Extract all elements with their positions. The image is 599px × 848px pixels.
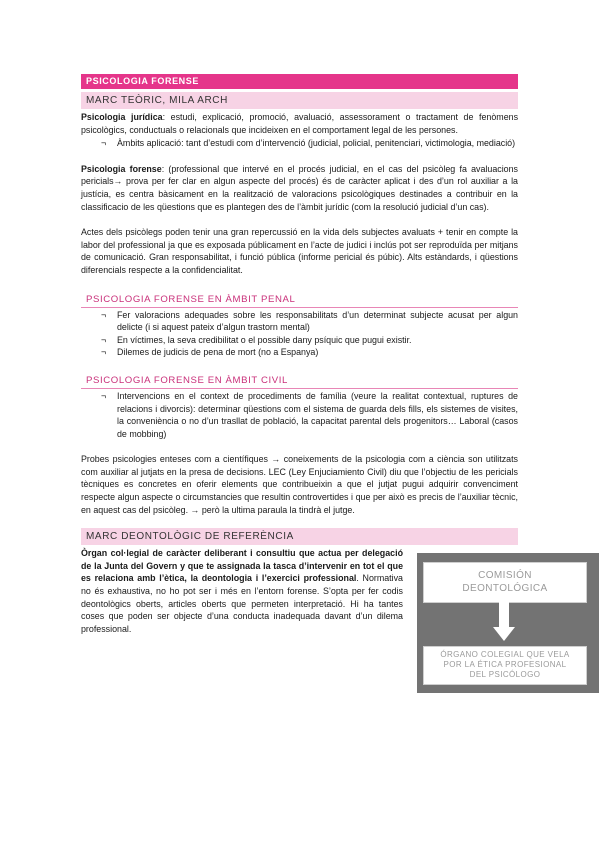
- bullet-icon: ¬: [101, 347, 107, 358]
- list-item: ¬ Fer valoracions adequades sobre les responsabilitats d’un determinat subjecte acusat per algun delicte (i si aquest pateix d’algun trastorn mental): [101, 309, 518, 333]
- bullet-icon: ¬: [101, 309, 107, 320]
- section-heading-ambit-penal: PSICOLOGIA FORENSE EN ÀMBIT PENAL: [81, 293, 518, 308]
- document-title: PSICOLOGIA FORENSE: [81, 74, 518, 89]
- arrow-down-icon: [499, 601, 509, 627]
- bullet-icon: ¬: [101, 390, 107, 401]
- bullet-icon: ¬: [101, 334, 107, 345]
- term-psicologia-juridica: Psicologia jurídica: [81, 112, 163, 122]
- list-civil: [81, 390, 518, 440]
- paragraph-organ-collegial: Òrgan col·legial de caràcter deliberant i consultiu que actua per delegació de la Junta del Govern y que te assignada la tasca d’intervenir en tot el que es relaciona amb l’ètica, la deontologia i l’exercici professional. Normativa no és exhaustiva, no ho pot ser i més en l’entorn forense. S’opta per fer codis deontològics oberts, articles oberts que permeten interpretació. Hi ha tantes coses que poden ser objecte d’una conducta inadequada davant d’un dilema professional.: [81, 548, 403, 634]
- arrow-head-icon: [493, 627, 515, 641]
- list-item: ¬ Dilemes de judicis de pena de mort (no a Espanya): [101, 347, 319, 358]
- list-ambits: [81, 137, 518, 150]
- list-item: ¬ En víctimes, la seva credibilitat o el possible dany psíquic que pugui existir.: [101, 334, 412, 345]
- section-heading-marc-deontologic: MARC DEONTOLÒGIC DE REFERÈNCIA: [81, 528, 518, 545]
- list-penal: [81, 309, 518, 359]
- deontologic-diagram: [417, 553, 599, 693]
- paragraph-psicologia-juridica: Psicologia jurídica: estudi, explicació, promoció, avaluació, assessorament o tractament de fenòmens psicològics, conductuals o relacionals que incideixen en el comportament legal de les persones.: [81, 112, 519, 135]
- paragraph-probes: Probes psicologies enteses com a científiques → coneixements de la psicologia com a ciència son utilitzats com auxiliar al jutjats en la presa de decisions. LEC (Ley Enjuciamiento Civil) diu que l’objectiu de les pericials tècniques es concretes en oferir elements que contribueixin a que el jutjat pugui adquirir convenciment respecte algun aspecte o circumstancies que resultin controvertides i que per això es precis de l’auxiliar tècnic, en aquest cas del psicòleg. → però la ultima paraula la tindrà el jutge.: [81, 454, 518, 515]
- document-page: [81, 74, 570, 697]
- term-psicologia-forense: Psicologia forense: [81, 163, 162, 174]
- deontologic-block: [81, 547, 570, 697]
- bullet-icon: ¬: [101, 138, 107, 149]
- section-heading-marc-teoric: MARC TEÒRIC, MILA ARCH: [81, 92, 518, 109]
- comision-box: COMISIÓN DEONTOLÓGICA: [423, 562, 587, 603]
- paragraph-actes: Actes dels psicòlegs poden tenir una gran repercussió en la vida dels subjectes avaluats + tenir en compte la labor del professional ja que es exposada públicament en l’acte de judici i inclús pot ser reproduïda per mitjans de comunicació. Gran responsabilitat, i funció pública (informe pericial és púbic). Alts estàndards, i qüestions diferencials respecte a la confidencialitat.: [81, 227, 518, 275]
- section-heading-ambit-civil: PSICOLOGIA FORENSE EN ÀMBIT CIVIL: [81, 374, 518, 389]
- paragraph-psicologia-forense: Psicologia forense: (professional que intervé en el procés judicial, en el cas del psicòleg fa avaluacions pericials→ prova per fer clar en algun aspecte del procés) és de caràcter aplicat i des d’un rol auxiliar a la justícia, es centra bàsicament en la realització de valoracions psicològiques destinades a contribuir en la classificacio de les qüestions que es plantegen des de l’àmbit jurídic (com la resolució judicial d’un cas).: [81, 163, 518, 212]
- list-item: ¬ Intervencions en el context de procediments de família (veure la realitat contextual, ruptures de relacions i divorcis): determinar qüestions com el sistema de guarda dels fills, els sistemes de visites, la conveniència o no d’un trasllat de població, la capacitat parental dels progenitors… Laboral (casos de mobbing): [101, 390, 518, 439]
- list-item: ¬ Àmbits aplicació: tant d’estudi com d’intervenció (judicial, policial, penitenciari, victimologia, mediació): [101, 138, 516, 149]
- organo-box: ÓRGANO COLEGIAL QUE VELA POR LA ÉTICA PROFESIONAL DEL PSICÓLOGO: [423, 646, 587, 685]
